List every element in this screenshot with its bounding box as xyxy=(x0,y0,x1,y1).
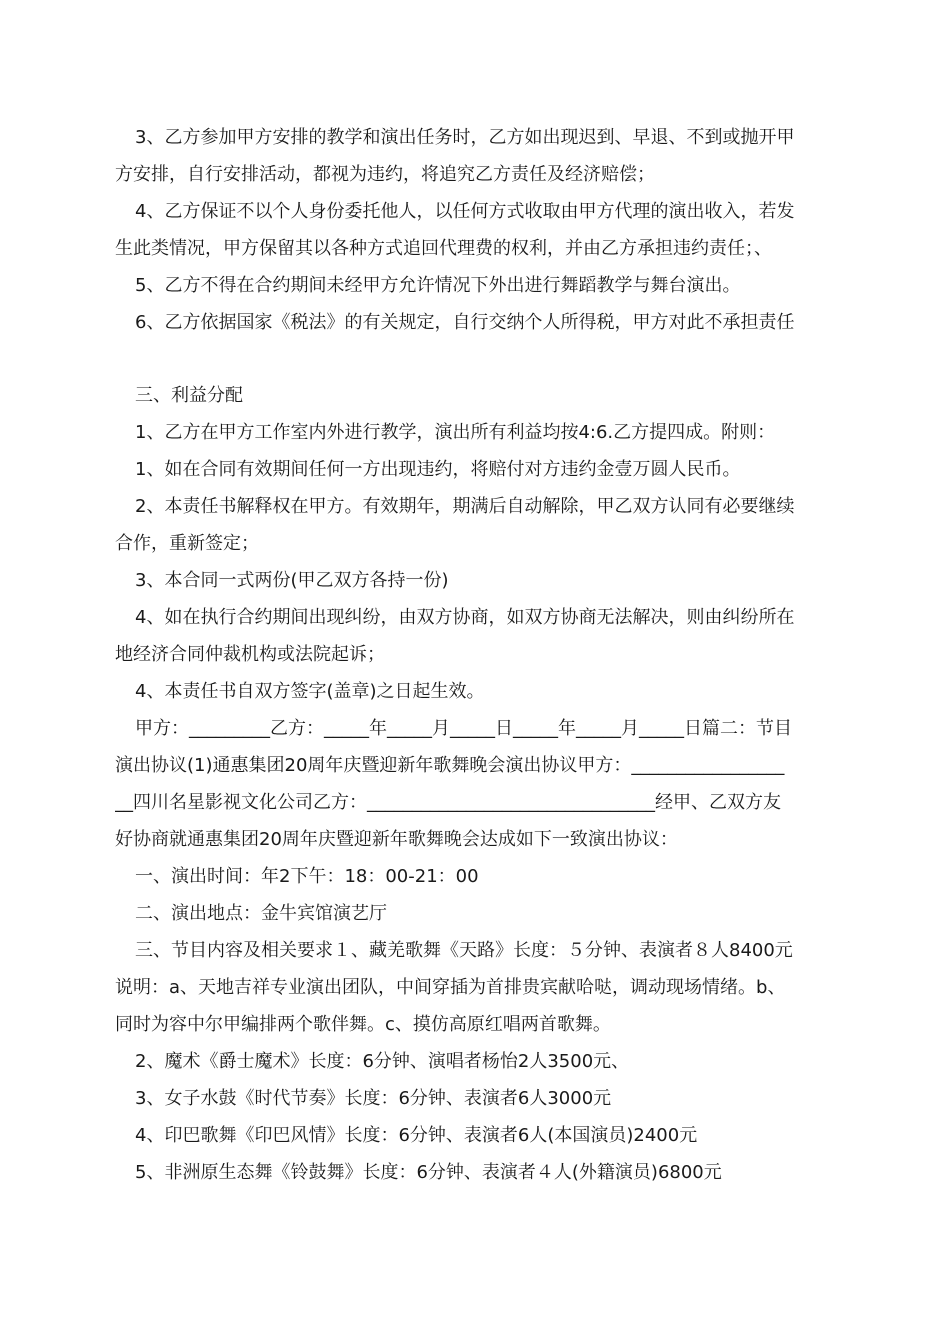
paragraph-line: 4、本责任书自双方签字(盖章)之日起生效。 xyxy=(135,681,485,702)
paragraph-line: 2、本责任书解释权在甲方。有效期年，期满后自动解除，甲乙双方认同有必要继续 xyxy=(135,496,795,517)
paragraph-line: 3、女子水鼓《时代节奏》长度：6分钟、表演者6人3000元 xyxy=(135,1088,612,1109)
paragraph-line: 6、乙方依据国家《税法》的有关规定，自行交纳个人所得税，甲方对此不承担责任 xyxy=(135,312,795,333)
section-heading: 三、利益分配 xyxy=(135,385,243,406)
paragraph-line: 4、如在执行合约期间出现纠纷，由双方协商，如双方协商无法解决，则由纠纷所在 xyxy=(135,607,795,628)
paragraph-line: 演出协议(1)通惠集团20周年庆暨迎新年歌舞晚会演出协议甲方：_________________ xyxy=(115,755,785,776)
paragraph-line: 说明：a、天地吉祥专业演出团队，中间穿插为首排贵宾献哈哒，调动现场情绪。b、 xyxy=(115,977,786,998)
paragraph-line: 1、乙方在甲方工作室内外进行教学，演出所有利益均按4:6.乙方提四成。附则： xyxy=(135,422,776,443)
signature-line: 甲方：_________乙方：_____年_____月_____日_____年_____月_____日篇二：节目 xyxy=(135,718,792,739)
paragraph-line: 地经济合同仲裁机构或法院起诉； xyxy=(115,644,385,665)
paragraph-line: 5、非洲原生态舞《铃鼓舞》长度：6分钟、表演者４人(外籍演员)6800元 xyxy=(135,1162,722,1183)
paragraph-line: 5、乙方不得在合约期间未经甲方允许情况下外出进行舞蹈教学与舞台演出。 xyxy=(135,275,741,296)
paragraph-line: 一、演出时间：年2下午：18：00-21：00 xyxy=(135,866,479,887)
paragraph-line: 方安排，自行安排活动，都视为违约，将追究乙方责任及经济赔偿； xyxy=(115,164,655,185)
paragraph-line: 三、节目内容及相关要求１、藏羌歌舞《天路》长度：５分钟、表演者８人8400元 xyxy=(135,940,793,961)
paragraph-line: 生此类情况，甲方保留其以各种方式追回代理费的权利，并由乙方承担违约责任；、 xyxy=(115,238,772,259)
paragraph-line: 二、演出地点：金牛宾馆演艺厅 xyxy=(135,903,387,924)
paragraph-line: __四川名星影视文化公司乙方：________________________________经甲、乙双方友 xyxy=(115,792,781,813)
paragraph-gap xyxy=(115,341,840,377)
paragraph-line: 3、本合同一式两份(甲乙双方各持一份) xyxy=(135,570,449,591)
paragraph-line: 同时为容中尔甲编排两个歌伴舞。c、摸仿高原红唱两首歌舞。 xyxy=(115,1014,611,1035)
paragraph-line: 3、乙方参加甲方安排的教学和演出任务时，乙方如出现迟到、早退、不到或抛开甲 xyxy=(135,127,795,148)
paragraph-line: 2、魔术《爵士魔术》长度：6分钟、演唱者杨怡2人3500元、 xyxy=(135,1051,630,1072)
paragraph-line: 好协商就通惠集团20周年庆暨迎新年歌舞晚会达成如下一致演出协议： xyxy=(115,829,678,850)
document-body xyxy=(115,119,840,1191)
paragraph-line: 1、如在合同有效期间任何一方出现违约，将赔付对方违约金壹万圆人民币。 xyxy=(135,459,741,480)
paragraph-line: 4、乙方保证不以个人身份委托他人，以任何方式收取由甲方代理的演出收入，若发 xyxy=(135,201,795,222)
paragraph-line: 合作，重新签定； xyxy=(115,533,259,554)
paragraph-line: 4、印巴歌舞《印巴风情》长度：6分钟、表演者6人(本国演员)2400元 xyxy=(135,1125,698,1146)
